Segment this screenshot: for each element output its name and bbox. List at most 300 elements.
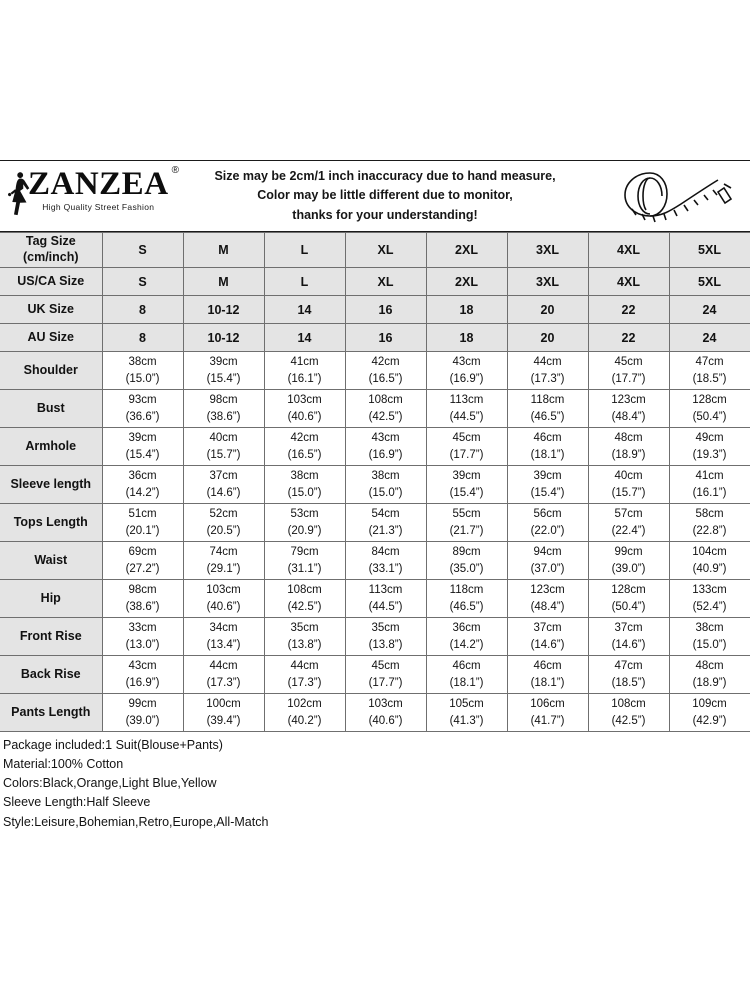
cell-armhole-s [102, 428, 183, 466]
cell-uk-s: 8 [102, 296, 183, 324]
value-cm: 42cm [290, 432, 319, 445]
cell-tops-length-4xl [588, 504, 669, 542]
value-cm: 123cm [611, 394, 646, 407]
value-cm: 133cm [692, 584, 727, 597]
value-cm: 45cm [452, 432, 481, 445]
cell-front-rise-3xl [507, 618, 588, 656]
value-inch: (16.9”) [449, 372, 484, 385]
cell-sleeve-length-xl [345, 466, 426, 504]
row-label-back-rise: Back Rise [0, 656, 102, 694]
cell-bust-s [102, 390, 183, 428]
cell-waist-m [183, 542, 264, 580]
row-label-sleeve-length: Sleeve length [0, 466, 102, 504]
value-cm: 56cm [533, 508, 562, 521]
cell-tops-length-m [183, 504, 264, 542]
value-inch: (14.2”) [125, 486, 160, 499]
cell-front-rise-5xl [669, 618, 750, 656]
value-inch: (19.3”) [692, 448, 727, 461]
value-cm: 106cm [530, 698, 565, 711]
value-inch: (15.4”) [449, 486, 484, 499]
value-cm: 74cm [209, 546, 238, 559]
value-cm: 36cm [452, 622, 481, 635]
value-cm: 55cm [452, 508, 481, 521]
cell-armhole-3xl [507, 428, 588, 466]
tag-size-line2: (cm/inch) [22, 250, 79, 264]
brand-logo [0, 164, 180, 225]
cell-hip-5xl [669, 580, 750, 618]
cell-sleeve-length-m [183, 466, 264, 504]
value-inch: (39.4”) [206, 714, 241, 727]
detail-colors: Colors:Black,Orange,Light Blue,Yellow [3, 776, 217, 791]
notice-line-3: thanks for your understanding! [292, 207, 478, 222]
cell-pants-length-4xl [588, 694, 669, 732]
value-cm: 104cm [692, 546, 727, 559]
cell-tops-length-3xl [507, 504, 588, 542]
cell-shoulder-s [102, 352, 183, 390]
value-inch: (18.1”) [530, 448, 565, 461]
value-cm: 38cm [371, 470, 400, 483]
cell-sleeve-length-l [264, 466, 345, 504]
cell-shoulder-l [264, 352, 345, 390]
cell-sleeve-length-2xl [426, 466, 507, 504]
value-cm: 113cm [449, 394, 484, 407]
cell-shoulder-2xl [426, 352, 507, 390]
cell-front-rise-l [264, 618, 345, 656]
cell-tag-size-3xl: 3XL [507, 233, 588, 268]
value-cm: 118cm [449, 584, 484, 597]
cell-tops-length-5xl [669, 504, 750, 542]
value-cm: 123cm [530, 584, 565, 597]
value-inch: (15.0”) [125, 372, 160, 385]
cell-hip-3xl [507, 580, 588, 618]
cell-us-ca-xl: XL [345, 268, 426, 296]
cell-uk-5xl: 24 [669, 296, 750, 324]
cell-sleeve-length-3xl [507, 466, 588, 504]
value-inch: (31.1”) [287, 562, 322, 575]
value-cm: 40cm [209, 432, 238, 445]
value-cm: 53cm [290, 508, 319, 521]
detail-material: Material:100% Cotton [3, 757, 124, 772]
brand-tagline: High Quality Street Fashion [42, 201, 155, 212]
cell-bust-5xl [669, 390, 750, 428]
value-cm: 58cm [695, 508, 724, 521]
value-cm: 39cm [209, 356, 238, 369]
registered-mark-icon: ® [171, 164, 180, 176]
cell-pants-length-5xl [669, 694, 750, 732]
cell-hip-m [183, 580, 264, 618]
value-inch: (46.5”) [449, 600, 484, 613]
cell-armhole-2xl [426, 428, 507, 466]
cell-shoulder-xl [345, 352, 426, 390]
value-inch: (17.3”) [206, 676, 241, 689]
value-cm: 108cm [368, 394, 403, 407]
value-inch: (18.1”) [449, 676, 484, 689]
cell-uk-3xl: 20 [507, 296, 588, 324]
value-cm: 45cm [371, 660, 400, 673]
value-cm: 43cm [371, 432, 400, 445]
cell-pants-length-l [264, 694, 345, 732]
size-chart-table [0, 232, 750, 732]
cell-front-rise-m [183, 618, 264, 656]
value-inch: (16.1”) [692, 486, 727, 499]
value-inch: (17.3”) [287, 676, 322, 689]
table-row-tag-size [0, 233, 750, 268]
value-inch: (50.4”) [692, 410, 727, 423]
value-inch: (42.5”) [368, 410, 403, 423]
cell-tag-size-s: S [102, 233, 183, 268]
value-inch: (15.0”) [692, 638, 727, 651]
value-inch: (27.2”) [125, 562, 160, 575]
value-inch: (42.9”) [692, 714, 727, 727]
cell-tops-length-l [264, 504, 345, 542]
value-inch: (46.5”) [530, 410, 565, 423]
cell-back-rise-xl [345, 656, 426, 694]
value-cm: 99cm [128, 698, 157, 711]
table-row-tops-length [0, 504, 750, 542]
table-row-bust [0, 390, 750, 428]
value-inch: (17.3”) [530, 372, 565, 385]
value-inch: (15.0”) [368, 486, 403, 499]
value-inch: (22.4”) [611, 524, 646, 537]
value-cm: 47cm [695, 356, 724, 369]
cell-shoulder-5xl [669, 352, 750, 390]
row-label-tag-size [0, 233, 102, 268]
value-cm: 93cm [128, 394, 157, 407]
cell-bust-3xl [507, 390, 588, 428]
cell-front-rise-2xl [426, 618, 507, 656]
cell-front-rise-s [102, 618, 183, 656]
cell-shoulder-m [183, 352, 264, 390]
value-inch: (18.5”) [611, 676, 646, 689]
table-row-armhole [0, 428, 750, 466]
detail-sleeve-length: Sleeve Length:Half Sleeve [3, 795, 151, 810]
value-cm: 34cm [209, 622, 238, 635]
value-cm: 109cm [692, 698, 727, 711]
value-inch: (42.5”) [611, 714, 646, 727]
value-inch: (39.0”) [125, 714, 160, 727]
value-cm: 44cm [290, 660, 319, 673]
value-inch: (13.0”) [125, 638, 160, 651]
value-inch: (38.6”) [125, 600, 160, 613]
value-cm: 49cm [695, 432, 724, 445]
cell-tag-size-xl: XL [345, 233, 426, 268]
value-cm: 45cm [614, 356, 643, 369]
cell-bust-m [183, 390, 264, 428]
detail-style: Style:Leisure,Bohemian,Retro,Europe,All-Match [3, 814, 269, 829]
cell-tag-size-2xl: 2XL [426, 233, 507, 268]
value-cm: 47cm [614, 660, 643, 673]
table-row-front-rise [0, 618, 750, 656]
value-cm: 35cm [371, 622, 400, 635]
cell-pants-length-xl [345, 694, 426, 732]
row-label-waist: Waist [0, 542, 102, 580]
value-inch: (15.4”) [206, 372, 241, 385]
value-inch: (33.1”) [368, 562, 403, 575]
cell-tag-size-4xl: 4XL [588, 233, 669, 268]
row-label-bust: Bust [0, 390, 102, 428]
cell-front-rise-4xl [588, 618, 669, 656]
cell-back-rise-5xl [669, 656, 750, 694]
value-inch: (16.1”) [287, 372, 322, 385]
cell-us-ca-3xl: 3XL [507, 268, 588, 296]
cell-back-rise-4xl [588, 656, 669, 694]
value-cm: 105cm [449, 698, 484, 711]
cell-back-rise-l [264, 656, 345, 694]
cell-hip-l [264, 580, 345, 618]
cell-bust-2xl [426, 390, 507, 428]
cell-bust-4xl [588, 390, 669, 428]
value-cm: 103cm [287, 394, 322, 407]
value-cm: 39cm [533, 470, 562, 483]
cell-au-l: 14 [264, 324, 345, 352]
cell-tag-size-m: M [183, 233, 264, 268]
cell-hip-s [102, 580, 183, 618]
value-cm: 52cm [209, 508, 238, 521]
cell-us-ca-l: L [264, 268, 345, 296]
row-label-au-size: AU Size [0, 324, 102, 352]
cell-uk-l: 14 [264, 296, 345, 324]
value-inch: (40.6”) [206, 600, 241, 613]
cell-sleeve-length-5xl [669, 466, 750, 504]
value-cm: 51cm [128, 508, 157, 521]
value-inch: (52.4”) [692, 600, 727, 613]
detail-package-included: Package included:1 Suit(Blouse+Pants) [3, 738, 223, 752]
value-inch: (50.4”) [611, 600, 646, 613]
notice-line-2: Color may be little different due to monitor, [257, 188, 513, 203]
value-inch: (20.5”) [206, 524, 241, 537]
value-inch: (16.9”) [368, 448, 403, 461]
value-inch: (21.7”) [449, 524, 484, 537]
value-inch: (13.4”) [206, 638, 241, 651]
value-cm: 48cm [695, 660, 724, 673]
value-cm: 44cm [533, 356, 562, 369]
cell-uk-4xl: 22 [588, 296, 669, 324]
value-inch: (21.3”) [368, 524, 403, 537]
value-cm: 108cm [611, 698, 646, 711]
value-cm: 43cm [128, 660, 157, 673]
value-inch: (37.0”) [530, 562, 565, 575]
value-inch: (17.7”) [611, 372, 646, 385]
cell-us-ca-4xl: 4XL [588, 268, 669, 296]
value-cm: 46cm [533, 660, 562, 673]
cell-waist-xl [345, 542, 426, 580]
table-row-us-ca-size [0, 268, 750, 296]
cell-au-5xl: 24 [669, 324, 750, 352]
value-inch: (36.6”) [125, 410, 160, 423]
value-inch: (44.5”) [368, 600, 403, 613]
cell-tag-size-5xl: 5XL [669, 233, 750, 268]
value-cm: 37cm [614, 622, 643, 635]
cell-armhole-m [183, 428, 264, 466]
value-cm: 41cm [290, 356, 319, 369]
table-row-au-size [0, 324, 750, 352]
cell-us-ca-s: S [102, 268, 183, 296]
notice-line-1: Size may be 2cm/1 inch inaccuracy due to hand measure, [214, 168, 556, 183]
value-cm: 113cm [368, 584, 403, 597]
value-cm: 128cm [611, 584, 646, 597]
value-cm: 33cm [128, 622, 157, 635]
value-cm: 38cm [128, 356, 157, 369]
value-inch: (18.9”) [611, 448, 646, 461]
value-cm: 38cm [695, 622, 724, 635]
value-cm: 79cm [290, 546, 319, 559]
value-inch: (14.2”) [449, 638, 484, 651]
cell-pants-length-s [102, 694, 183, 732]
cell-waist-5xl [669, 542, 750, 580]
value-inch: (38.6”) [206, 410, 241, 423]
table-row-sleeve-length [0, 466, 750, 504]
value-cm: 98cm [209, 394, 238, 407]
size-chart-block [0, 160, 750, 732]
value-inch: (20.9”) [287, 524, 322, 537]
cell-bust-l [264, 390, 345, 428]
cell-back-rise-m [183, 656, 264, 694]
value-inch: (17.7”) [368, 676, 403, 689]
cell-shoulder-4xl [588, 352, 669, 390]
cell-hip-xl [345, 580, 426, 618]
value-inch: (13.8”) [368, 638, 403, 651]
value-cm: 89cm [452, 546, 481, 559]
cell-au-4xl: 22 [588, 324, 669, 352]
cell-au-3xl: 20 [507, 324, 588, 352]
value-cm: 69cm [128, 546, 157, 559]
value-inch: (48.4”) [611, 410, 646, 423]
cell-pants-length-m [183, 694, 264, 732]
measuring-tape-icon [600, 165, 750, 227]
value-inch: (15.0”) [287, 486, 322, 499]
value-cm: 84cm [371, 546, 400, 559]
cell-armhole-xl [345, 428, 426, 466]
tag-size-line1: Tag Size [25, 234, 76, 249]
value-inch: (16.9”) [125, 676, 160, 689]
cell-hip-2xl [426, 580, 507, 618]
brand-wordmark [28, 164, 180, 212]
value-cm: 40cm [614, 470, 643, 483]
value-cm: 43cm [452, 356, 481, 369]
value-inch: (18.1”) [530, 676, 565, 689]
row-label-pants-length: Pants Length [0, 694, 102, 732]
value-inch: (15.7”) [611, 486, 646, 499]
table-row-hip [0, 580, 750, 618]
value-cm: 99cm [614, 546, 643, 559]
value-cm: 46cm [533, 432, 562, 445]
cell-tops-length-2xl [426, 504, 507, 542]
table-row-back-rise [0, 656, 750, 694]
cell-us-ca-5xl: 5XL [669, 268, 750, 296]
cell-au-xl: 16 [345, 324, 426, 352]
value-cm: 41cm [695, 470, 724, 483]
table-row-pants-length [0, 694, 750, 732]
cell-shoulder-3xl [507, 352, 588, 390]
row-label-shoulder: Shoulder [0, 352, 102, 390]
value-cm: 118cm [530, 394, 565, 407]
value-inch: (16.5”) [368, 372, 403, 385]
product-details [0, 736, 750, 832]
cell-hip-4xl [588, 580, 669, 618]
cell-back-rise-s [102, 656, 183, 694]
value-cm: 128cm [692, 394, 727, 407]
value-inch: (18.5”) [692, 372, 727, 385]
value-inch: (18.9”) [692, 676, 727, 689]
value-cm: 103cm [368, 698, 403, 711]
value-cm: 102cm [287, 698, 322, 711]
cell-au-m: 10-12 [183, 324, 264, 352]
value-cm: 44cm [209, 660, 238, 673]
row-label-armhole: Armhole [0, 428, 102, 466]
cell-tops-length-xl [345, 504, 426, 542]
row-label-tops-length: Tops Length [0, 504, 102, 542]
value-cm: 37cm [209, 470, 238, 483]
cell-uk-2xl: 18 [426, 296, 507, 324]
value-inch: (44.5”) [449, 410, 484, 423]
value-inch: (29.1”) [206, 562, 241, 575]
value-cm: 42cm [371, 356, 400, 369]
row-label-us-ca-size: US/CA Size [0, 268, 102, 296]
value-inch: (40.6”) [287, 410, 322, 423]
cell-au-s: 8 [102, 324, 183, 352]
cell-pants-length-2xl [426, 694, 507, 732]
value-cm: 36cm [128, 470, 157, 483]
value-inch: (14.6”) [611, 638, 646, 651]
cell-armhole-l [264, 428, 345, 466]
value-cm: 39cm [128, 432, 157, 445]
value-cm: 57cm [614, 508, 643, 521]
value-inch: (41.3”) [449, 714, 484, 727]
table-row-shoulder [0, 352, 750, 390]
value-inch: (39.0”) [611, 562, 646, 575]
value-inch: (15.7”) [206, 448, 241, 461]
row-label-front-rise: Front Rise [0, 618, 102, 656]
value-cm: 94cm [533, 546, 562, 559]
value-cm: 38cm [290, 470, 319, 483]
cell-front-rise-xl [345, 618, 426, 656]
value-inch: (16.5”) [287, 448, 322, 461]
cell-uk-xl: 16 [345, 296, 426, 324]
value-cm: 108cm [287, 584, 322, 597]
value-inch: (17.7”) [449, 448, 484, 461]
cell-tops-length-s [102, 504, 183, 542]
value-inch: (14.6”) [530, 638, 565, 651]
table-row-waist [0, 542, 750, 580]
cell-us-ca-m: M [183, 268, 264, 296]
cell-waist-l [264, 542, 345, 580]
cell-armhole-4xl [588, 428, 669, 466]
measurement-notice [170, 164, 600, 225]
value-inch: (20.1”) [125, 524, 160, 537]
cell-waist-s [102, 542, 183, 580]
value-cm: 35cm [290, 622, 319, 635]
value-inch: (42.5”) [287, 600, 322, 613]
cell-sleeve-length-s [102, 466, 183, 504]
value-inch: (13.8”) [287, 638, 322, 651]
value-cm: 103cm [206, 584, 241, 597]
cell-au-2xl: 18 [426, 324, 507, 352]
value-cm: 39cm [452, 470, 481, 483]
value-inch: (41.7”) [530, 714, 565, 727]
chart-banner [0, 160, 750, 232]
row-label-uk-size: UK Size [0, 296, 102, 324]
value-inch: (40.2”) [287, 714, 322, 727]
cell-back-rise-3xl [507, 656, 588, 694]
value-inch: (22.0”) [530, 524, 565, 537]
cell-sleeve-length-4xl [588, 466, 669, 504]
value-inch: (14.6”) [206, 486, 241, 499]
cell-bust-xl [345, 390, 426, 428]
value-cm: 54cm [371, 508, 400, 521]
value-cm: 100cm [206, 698, 241, 711]
size-table-body [0, 233, 750, 732]
cell-back-rise-2xl [426, 656, 507, 694]
